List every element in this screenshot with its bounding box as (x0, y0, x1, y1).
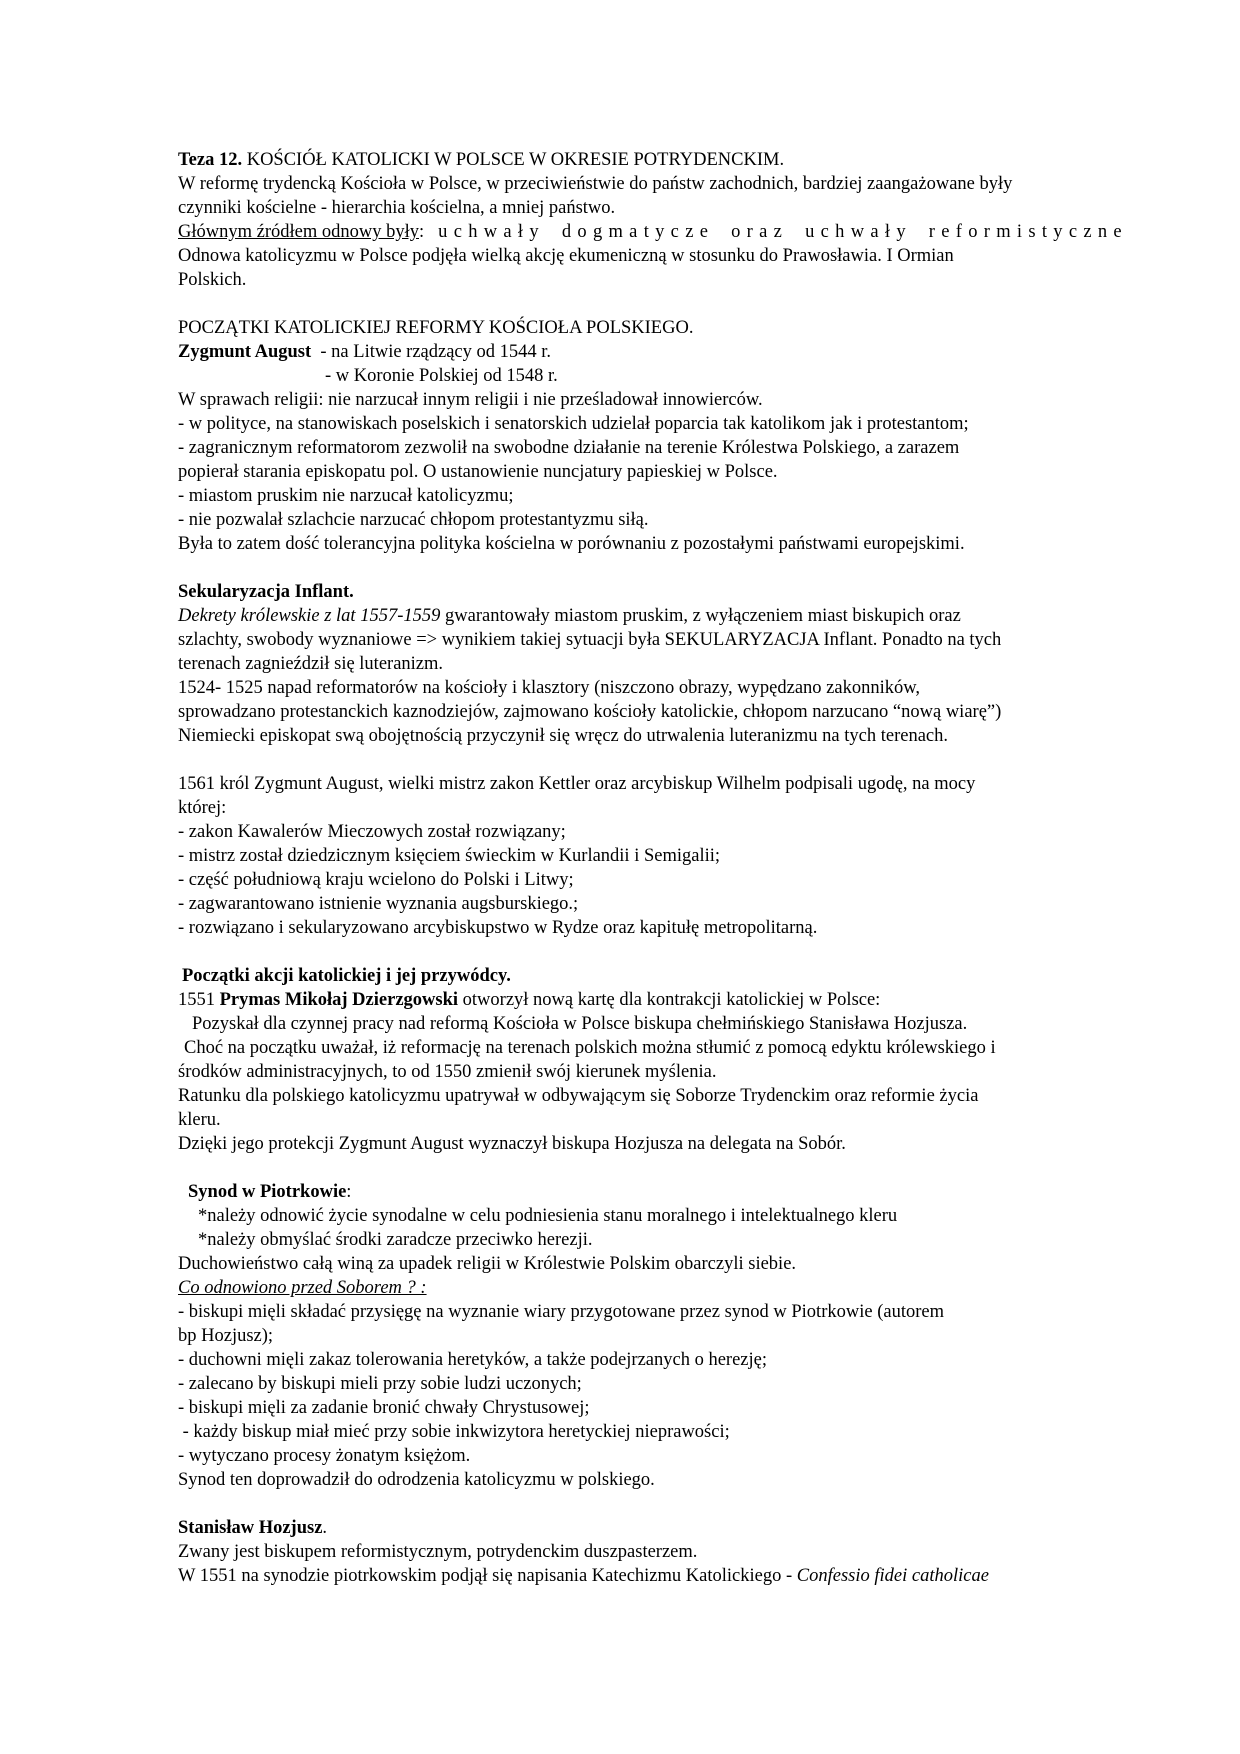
s2-line13: - rozwiązano i sekularyzowano arcybiskupstwo w Rydze oraz kapitułę metropolitarną. (178, 918, 818, 938)
section-4-heading (178, 1180, 1138, 1204)
s5-line2-italic: Confessio fidei catholicae (796, 1566, 989, 1586)
s1-line4: - w polityce, na stanowiskach poselskich i senatorskich udzielał poparcia tak katolikom jak i protestantom; (178, 414, 969, 434)
intro-line-4: Odnowa katolicyzmu w Polsce podjęła wielką akcję ekumeniczną w stosunku do Prawosławia. I Ormian (178, 246, 954, 266)
s1-line7: - miastom pruskim nie narzucał katolicyzmu; (178, 486, 514, 506)
s3-line7: Dzięki jego protekcji Zygmunt August wyznaczył biskupa Hozjusza na delegata na Sobór. (178, 1134, 846, 1154)
s2-line12: - zagwarantowano istnienie wyznania augsburskiego.; (178, 894, 579, 914)
s5-heading-dot: . (322, 1518, 328, 1538)
s3-line1 (178, 988, 1138, 1012)
s5-line2 (178, 1564, 1138, 1588)
s2-line4: 1524- 1525 napad reformatorów na kościoły i klasztory (niszczono obrazy, wypędzano zakonników, (178, 678, 920, 698)
s4-line12: Synod ten doprowadził do odrodzenia katolicyzmu w polskiego. (178, 1470, 655, 1490)
s3-line2: Pozyskał dla czynnej pracy nad reformą Kościoła w Polsce biskupa chełmińskiego Stanisława Hozjusza. (192, 1014, 968, 1034)
s2-line3: terenach zagnieździł się luteranizm. (178, 654, 444, 674)
s5-line2-start: W 1551 na synodzie piotrkowskim podjął się napisania Katechizmu Katolickiego - (178, 1566, 797, 1586)
s2-line11: - część południową kraju wcielono do Polski i Litwy; (178, 870, 574, 890)
s4-line6: bp Hozjusz); (178, 1326, 274, 1346)
s5-line1: Zwany jest biskupem reformistycznym, potrydenckim duszpasterzem. (178, 1542, 698, 1562)
source-colon: : (419, 222, 425, 242)
s2-line10: - mistrz został dziedzicznym księciem świeckim w Kurlandii i Semigalii; (178, 846, 721, 866)
s1-name-line (178, 340, 1138, 364)
source-label: Głównym źródłem odnowy były (178, 222, 419, 242)
document-page (178, 148, 1138, 1588)
s4-line10: - każdy biskup miał mieć przy sobie inkwizytora heretyckiej nieprawości; (178, 1422, 730, 1442)
s1-line9: Była to zatem dość tolerancyjna polityka kościelna w porównaniu z pozostałymi państwami europejskimi. (178, 534, 965, 554)
s4-question: Co odnowiono przed Soborem ? : (178, 1278, 427, 1298)
s4-line11: - wytyczano procesy żonatym księżom. (178, 1446, 471, 1466)
source-text: uchwały dogmatycze oraz uchwały reformistyczne (438, 222, 1128, 242)
s4-line2: *należy obmyślać środki zaradcze przeciwko herezji. (198, 1230, 593, 1250)
s4-line3: Duchowieństwo całą winą za upadek religii w Królestwie Polskim obarczyli siebie. (178, 1254, 797, 1274)
intro-line-2: czynniki kościelne - hierarchia kościelna, a mniej państwo. (178, 198, 616, 218)
document-title (178, 148, 1138, 172)
section-2-heading: Sekularyzacja Inflant. (178, 582, 354, 602)
s2-line1 (178, 604, 1138, 628)
s1-line2: - w Koronie Polskiej od 1548 r. (325, 366, 558, 386)
s2-line8: której: (178, 798, 227, 818)
s2-line9: - zakon Kawalerów Mieczowych został rozwiązany; (178, 822, 566, 842)
s3-line4: środków administracyjnych, to od 1550 zmienił swój kierunek myślenia. (178, 1062, 717, 1082)
s1-line3: W sprawach religii: nie narzucał innym religii i nie prześladował innowierców. (178, 390, 763, 410)
s4-line1: *należy odnowić życie synodalne w celu podniesienia stanu moralnego i intelektualnego kleru (198, 1206, 898, 1226)
s2-decree: Dekrety królewskie z lat 1557-1559 (178, 606, 441, 626)
s2-line6: Niemiecki episkopat swą obojętnością przyczynił się wręcz do utrwalenia luteranizmu na tych terenach. (178, 726, 949, 746)
s1-line5: - zagranicznym reformatorom zezwolił na swobodne działanie na terenie Królestwa Polskiego, a zarazem (178, 438, 960, 458)
s4-heading-colon: : (346, 1182, 352, 1202)
s3-name: Prymas Mikołaj Dzierzgowski (219, 990, 459, 1010)
s1-name: Zygmunt August (178, 342, 312, 362)
s2-line2: szlachty, swobody wyznaniowe => wynikiem takiej sytuacji była SEKULARYZACJA Inflant. Ponadto na tych (178, 630, 1002, 650)
s1-line8: - nie pozwalał szlachcie narzucać chłopom protestantyzmu siłą. (178, 510, 649, 530)
s3-year: 1551 (178, 990, 220, 1010)
section-1-heading: POCZĄTKI KATOLICKIEJ REFORMY KOŚCIOŁA POLSKIEGO. (178, 318, 694, 338)
intro-line-1: W reformę trydencką Kościoła w Polsce, w przeciwieństwie do państw zachodnich, bardziej zaangażowane były (178, 174, 1013, 194)
s4-line9: - biskupi mięli za zadanie bronić chwały Chrystusowej; (178, 1398, 590, 1418)
s5-heading-text: Stanisław Hozjusz (178, 1518, 323, 1538)
title-text: KOŚCIÓŁ KATOLICKI W POLSCE W OKRESIE POTRYDENCKIM. (242, 150, 785, 170)
s4-line5: - biskupi mięli składać przysięgę na wyznanie wiary przygotowane przez synod w Piotrkowie (autorem (178, 1302, 944, 1322)
s3-line5: Ratunku dla polskiego katolicyzmu upatrywał w odbywającym się Soborze Trydenckim oraz reformie życia (178, 1086, 979, 1106)
s4-line7: - duchowni mięli zakaz tolerowania heretyków, a także podejrzanych o herezję; (178, 1350, 767, 1370)
s3-line3: Choć na początku uważał, iż reformację na terenach polskich można stłumić z pomocą edyktu królewskiego i (184, 1038, 996, 1058)
intro-line-5: Polskich. (178, 270, 247, 290)
s2-line5: sprowadzano protestanckich kaznodziejów, zajmowano kościoły katolickie, chłopom narzucano “nową wiarę”) (178, 702, 1002, 722)
s4-line8: - zalecano by biskupi mieli przy sobie ludzi uczonych; (178, 1374, 582, 1394)
s3-line6: kleru. (178, 1110, 221, 1130)
title-prefix: Teza 12. (178, 150, 243, 170)
s1-line1: - na Litwie rządzący od 1544 r. (311, 342, 552, 362)
s2-line1-rest: gwarantowały miastom pruskim, z wyłączeniem miast biskupich oraz (440, 606, 961, 626)
intro-source-line (178, 220, 1138, 244)
s1-line6: popierał starania episkopatu pol. O ustanowienie nuncjatury papieskiej w Polsce. (178, 462, 778, 482)
s4-heading-text: Synod w Piotrkowie (188, 1182, 347, 1202)
s3-line1-rest: otworzył nową kartę dla kontrakcji katolickiej w Polsce: (458, 990, 881, 1010)
s2-line7: 1561 król Zygmunt August, wielki mistrz zakon Kettler oraz arcybiskup Wilhelm podpisali ugodę, na mocy (178, 774, 976, 794)
section-5-heading (178, 1516, 1138, 1540)
section-3-heading: Początki akcji katolickiej i jej przywódcy. (182, 966, 511, 986)
